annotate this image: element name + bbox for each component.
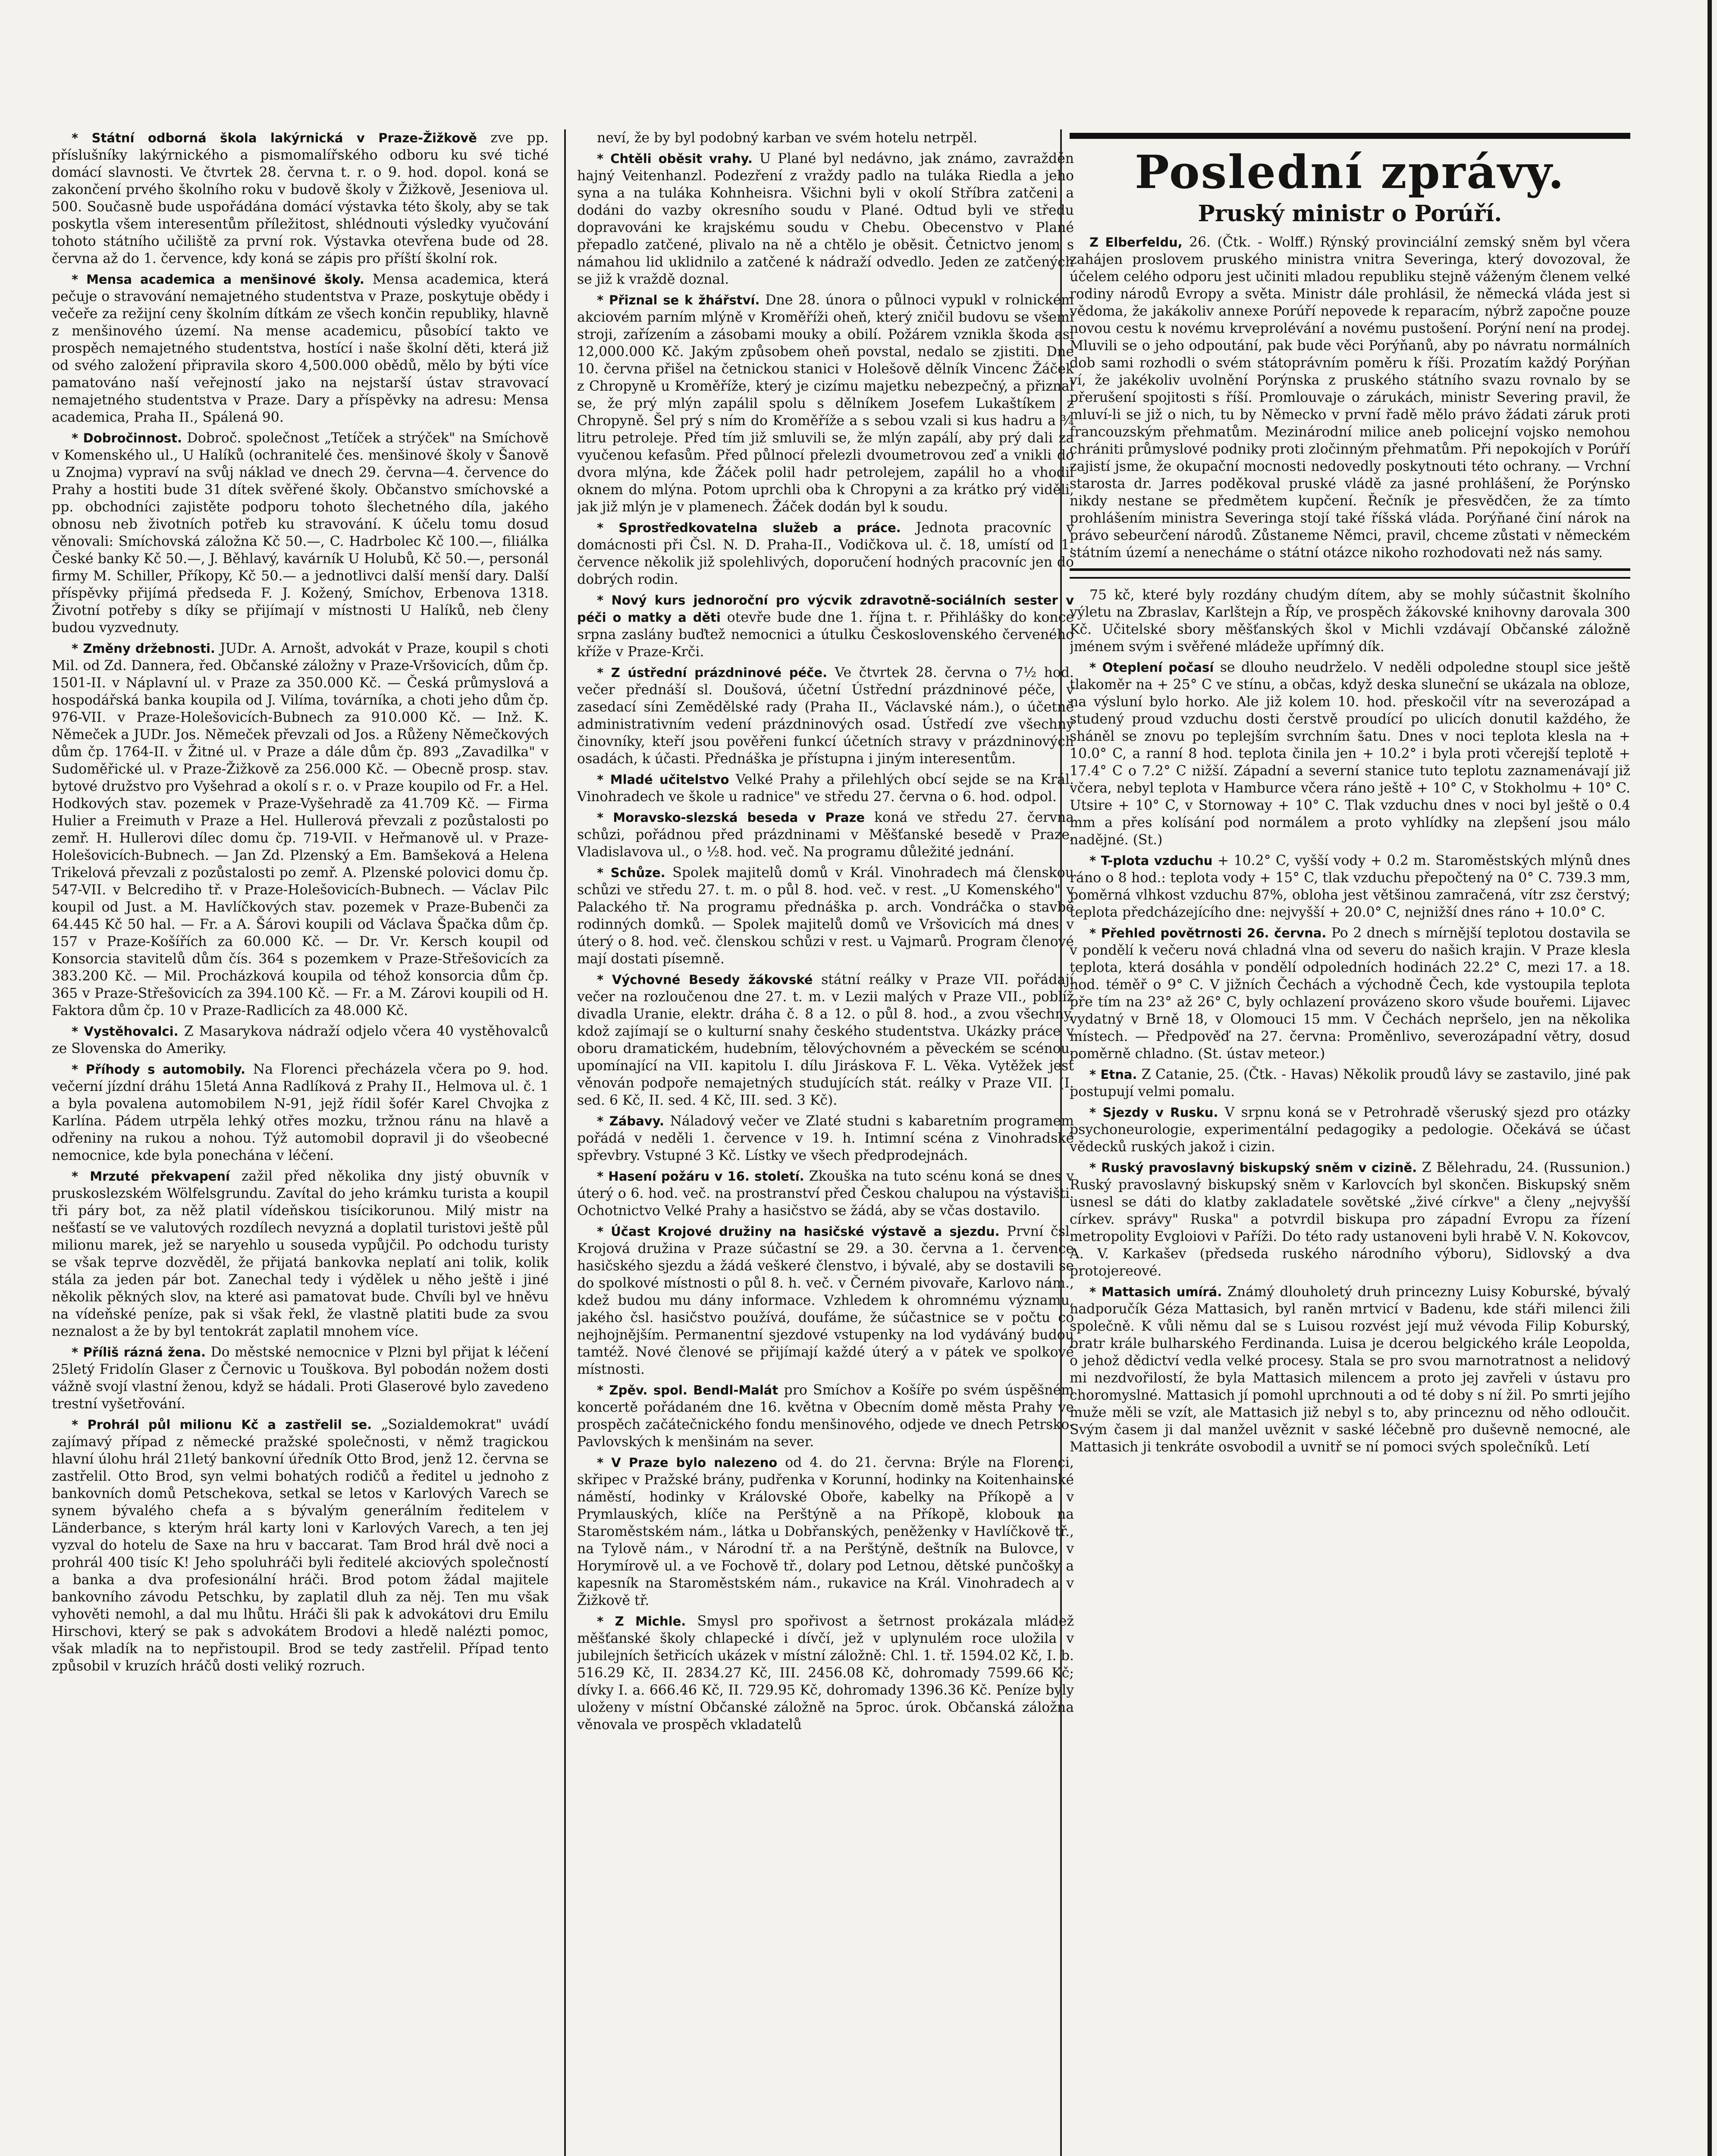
news-item bbox=[52, 271, 549, 426]
news-item-heading: * Schůze. bbox=[597, 865, 665, 880]
news-item-heading: * Etna. bbox=[1089, 1067, 1137, 1082]
news-item-text: pro Smíchov a Košíře po svém úspěšném koncertě pořádaném dne 16. května v Obecním domě města Prahy ve prospěch začátečnického fondu menšinového, odjede ve dnech Petrsko-Pavlovských k menšinám na sever. bbox=[577, 1382, 1074, 1450]
news-item-text: Jednota pracovníc v domácnosti při Čsl. N. D. Praha-II., Vodičkova ul. č. 18, umístí od 1. července několik již spolehlivých, doporučení hodných pracovníc jen do dobrých rodin. bbox=[577, 520, 1074, 587]
news-item-heading: * T-plota vzduchu bbox=[1089, 853, 1213, 868]
news-item bbox=[52, 1416, 549, 1675]
news-item-text: Známý dlouholetý druh princezny Luisy Koburské, bývalý nadporučík Géza Mattasich, byl raněn mrtvicí v Badenu, kde stáři milenci žili společně. K vůli němu dal se s Luisou rozvést její muž vévoda Filip Koburský, bratr krále bulharského Ferdinanda. Luisa je dcerou belgického krále Leopolda, o jehož dědictví vedla velké procesy. Stala se pro svou marnotratnost a nelidový mi nezdvořilostí, že byla Mattasich milencem a proto jej zavřeli v ústavu pro choromyslné. Mattasich jí pomohl uprchnouti a od té doby s ní žil. Po smrti jejího muže měli se vzít, ale Mattasich již nebyl s to, aby princeznu od něho odloučit. Svým časem ji dal manžel uvěznit v saské léčebně pro duševně nemocné, ale Mattasich ji tenkráte osvobodil a uvnitř se ní pomoci svých společníků. Letí bbox=[1070, 1284, 1630, 1455]
news-item bbox=[577, 1454, 1074, 1609]
news-item-heading: * Prohrál půl milionu Kč a zastřelil se. bbox=[72, 1417, 372, 1432]
news-item-heading: * Přehled povětrnosti 26. června. bbox=[1089, 926, 1327, 940]
news-item-text: 75 kč, které byly rozdány chudým dítem, aby se mohly súčastnit školního výletu na Zbraslav, Karlštejn a Říp, ve prospěch žákovské knihovny darovala 300 Kč. Učitelské sbory měšťanských škol v Michli vzdávají Občanské záložně jménem svým i svěřené mládeže upřímný dík. bbox=[1070, 587, 1630, 655]
news-item-heading: * Dobročinnost. bbox=[72, 431, 182, 445]
news-item bbox=[577, 664, 1074, 768]
news-item-heading: * Státní odborná škola lakýrnická v Praze-Žižkově bbox=[72, 131, 477, 145]
news-item bbox=[1070, 234, 1630, 561]
news-item-heading: * Mattasich umírá. bbox=[1089, 1285, 1222, 1299]
news-item-heading: * Oteplení počasí bbox=[1089, 660, 1214, 675]
news-item bbox=[1070, 1066, 1630, 1100]
news-item bbox=[577, 1382, 1074, 1451]
news-item bbox=[1070, 852, 1630, 921]
news-item-heading: * Účast Krojové družiny na hasičské výstavě a sjezdu. bbox=[597, 1224, 1000, 1239]
news-item-text: se dlouho neudrželo. V neděli odpoledne stoupl sice ještě tlakoměr na + 25° C ve stínu, a občas, když deska sluneční se ukázala na obloze, na výsluní bylo horko. Ale již kolem 10. hod. přeskočil vítr na severozápad a studený proud vzduchu dosti čerstvě proudící po ulicích donutil každého, že sháněl se znovu po teplejším svrchním šatu. Dnes v noci teplota klesla na + 10.0° C, a ranní 8 hod. teplota činila jen + 10.2° i byla proti včerejší teplotě + 17.4° C o 7.2° C nižší. Západní a severní stanice tuto teplotu zaznamenávají již včera, nebyl teplota v Hamburce včera ráno ještě + 10° C, v Stokholmu + 10° C. Utsire + 10° C, v Stornoway + 10° C. Tlak vzduchu dnes v noci byl ještě o 0.4 mm a přes kolísání pod normálem a proto vyhlídky na zlepšení jsou málo nadějné. (St.) bbox=[1070, 660, 1630, 848]
news-item-text: U Plané byl nedávno, jak známo, zavražděn hajný Veitenhanzl. Podezření z vraždy padlo na tuláka Riedla a jeho syna a na tuláka Kohnheisra. Všichni byli v okolí Stříbra zatčeni a dodáni do vazby okresního soudu v Plané. Odtud byli ve středu dopravováni ke krajskému soudu v Chebu. Obecenstvo v Plané přepadlo zatčené, plivalo na ně a chtělo je oběsit. Četnictvo jenom s námahou lid uklidnilo a zatčené k nádraží odvedlo. Jeden ze zatčených se již k vraždě doznal. bbox=[577, 151, 1074, 287]
news-item-text: Do městské nemocnice v Plzni byl přijat k léčení 25letý Fridolín Glaser z Černovic u Touškova. Byl pobodán nožem dosti vážně svojí vlastní ženou, když se hádali. Proti Glaserové bylo zavedeno trestní vyšetřování. bbox=[52, 1344, 549, 1412]
section-rule bbox=[1070, 133, 1630, 139]
column-rule bbox=[564, 129, 566, 2156]
section-rule bbox=[1070, 568, 1630, 579]
news-item-heading: * Přiznal se k žhářství. bbox=[597, 293, 760, 307]
news-item bbox=[52, 129, 549, 267]
news-item bbox=[577, 771, 1074, 805]
news-item-text: od 4. do 21. června: Brýle na Florenci, skřipec v Pražské brány, pudřenka v Korunní, hodinky na Koitenhainské náměstí, hodinky v Královské Oboře, kabelky na Příkopě a v Prymlauských, klíče na Perštýně a na Příkopě, klobouk na Staroměstském nám., látka u Dobřanských, peněženky v Havlíčkově tř., na Tylově nám., v Národní tř. a na Perštýně, deštník na Bulovce, v Horymírově ul. a ve Fochově tř., dolary pod Letnou, dětské punčošky a kapesník na Staroměstském nám., rukavice na Král. Vinohradech a v Žižkově tř. bbox=[577, 1455, 1074, 1608]
news-item-text: Zkouška na tuto scénu koná se dnes v úterý o 6. hod. več. na prostranství před Českou chalupou na výstavišti. Ochotnictvo Velké Prahy a hasičstvo se žádá, aby se včas dostavilo. bbox=[577, 1169, 1074, 1219]
news-item-heading: * Sprostředkovatelna služeb a práce. bbox=[597, 520, 901, 535]
news-item bbox=[1070, 924, 1630, 1062]
news-item bbox=[577, 1112, 1074, 1164]
news-item-heading: * Sjezdy v Rusku. bbox=[1089, 1105, 1218, 1120]
news-item-text: Po 2 dnech s mírnější teplotou dostavila se v pondělí k večeru nová chladná vlna od severu do našich krajin. V Praze klesla teplota, která dosáhla v pondělí odpoledních hodinách 22.2° C, mezi 17. a 18. hod. téměř o 9° C. V jižních Čechách a východně Čech, kde vystoupila teplota pře tím na 23° až 26° C, byly ochlazení provázeno skoro všude bouřemi. Lijavec vydatný v Brně 18, v Olomouci 15 mm. V Čechách nepršelo, jen na několika místech. — Předpověď na 27. června: Proměnlivo, severozápadní větry, dosud poměrně chladno. (St. ústav meteor.) bbox=[1070, 925, 1630, 1062]
news-item-text: V srpnu koná se v Petrohradě všeruský sjezd pro otázky psychoneurologie, experimentální pedagogiky a pedologie. Očekává se účast vědecků ruských jakož i cizin. bbox=[1070, 1105, 1630, 1155]
news-item-text: Z Catanie, 25. (Čtk. - Havas) Několik proudů lávy se zastavilo, jiné pak postupují velmi pomalu. bbox=[1070, 1067, 1630, 1100]
news-item bbox=[1070, 1104, 1630, 1156]
news-item-heading: * Mrzuté překvapení bbox=[72, 1169, 230, 1184]
news-item-text: otevře bude dne 1. října t. r. Přihlášky do konce srpna zaslány buďtež nemocnici a útulku Československého červeného kříže v Praze-Krči. bbox=[577, 610, 1074, 660]
news-item bbox=[52, 1023, 549, 1057]
news-item-heading: * Příliš rázná žena. bbox=[72, 1345, 206, 1360]
news-item-heading: * Moravsko-slezská beseda v Praze bbox=[597, 810, 865, 825]
news-item-heading: * Nový kurs jednoroční pro výcvik zdravotně-sociálních sester v péči o matky a děti bbox=[577, 593, 1074, 625]
news-item-heading: * Mensa academica a menšinové školy. bbox=[72, 272, 364, 287]
page-edge-border bbox=[1708, 0, 1712, 2156]
news-item-text: Z Masarykova nádraží odjelo včera 40 vystěhovalců ze Slovenska do Ameriky. bbox=[52, 1024, 549, 1056]
news-item bbox=[577, 809, 1074, 861]
news-item-heading: * Výchovné Besedy žákovské bbox=[597, 972, 813, 987]
news-item-text: „Sozialdemokrat" uvádí zajímavý případ z německé pražské společnosti, v němž tragickou hlavní úlohu hrál 21letý bankovní úředník Otto Brod, jenž 12. června se zastřelil. Otto Brod, syn velmi bohatých rodičů a ředitel u jednoho z bankovních domů Petschekova, setkal se letos v Karlových Varech se synem bývalého chefa a s bývalým generálním ředitelem v Länderbance, s kterým hrál karty loni v Karlových Varech, a ten jej vyzval do hotelu de Saxe na hru v baccarat. Tam Brod hrál dvě noci a prohrál 400 tisíc K! Jeho spoluhráči byli ředitelé akciových společností a banka a dva profesionální hráči. Brod potom žádal majitele bankovního závodu Petschku, by zaplatil dluh za něj. Ten mu však vyhověti nemohl, a dal mu lhůtu. Hráči šli pak k advokátovi dru Emilu Hirschovi, který se pak s advokátem Brodovi a hledě nalézti pomoc, však mladík na to nepřistoupil. Brod se tedy zastřelil. Případ tento způsobil v kruzích hráčů dosti veliký rozruch. bbox=[52, 1417, 549, 1674]
news-item-heading: * Zábavy. bbox=[597, 1114, 664, 1128]
news-item bbox=[52, 429, 549, 636]
article-headline: Pruský ministr o Porúří. bbox=[1198, 201, 1502, 227]
newspaper-page bbox=[52, 129, 1682, 2156]
news-item-heading: * Příhody s automobily. bbox=[72, 1062, 246, 1077]
news-item bbox=[577, 971, 1074, 1109]
news-item-text: Ve čtvrtek 28. června o 7½ hod. večer přednáší sl. Doušová, účetní Ústřední prázdninové péče, v zasedací síni Zemědělské rady (Praha II., Václavské nám.), o účetně administrativním vedení prázdninových osad. Ústředí zve všechny činovníky, kteří jsou pověřeni funkcí účetních stravy v prázdninových osadách, k účasti. Přednáška je přístupna i jiným interesentům. bbox=[577, 665, 1074, 767]
news-item-text: Smysl pro spořivost a šetrnost prokázala mládež měšťanské školy chlapecké i dívčí, jež v uplynulém roce uložila v jubilejních šetřicích ukázek v místní záložně: Chl. 1. tř. 1594.02 Kč, I. b. 516.29 Kč, II. 2834.27 Kč, III. 2456.08 Kč, dohromady 7599.66 Kč; dívky I. a. 666.46 Kč, II. 729.95 Kč, dohromady 1396.36 Kč. Peníze byly uloženy v místní Občanské záložně na 5proc. úrok. Občanská záložna věnovala ve prospěch vkladatelů bbox=[577, 1614, 1074, 1733]
news-item bbox=[577, 519, 1074, 588]
news-item-text: Dne 28. února o půlnoci vypukl v rolnickém akciovém parním mlýně v Kroměříži oheň, který zničil budovu se všemi stroji, zařízením a zásobami mouky a obilí. Požárem vznikla škoda asi 12,000.000 Kč. Jakým způsobem oheň povstal, nedalo se zjistiti. Dne 10. června přišel na četnickou stanici v Holešově dělník Vincenc Žáček z Chropyně u Kroměříže, který je cizímu majetku nebezpečný, a přiznal se, že prý mlýn zapálil spolu s dělníkem Josefem Lukaštíkem z Chropyně. Šel prý s ním do Kroměříže a s sebou vzali si kus hadru a ¾ litru petroleje. Před tím již smluvili se, že mlýn zapálí, aby prý dali za vyučenou kefasům. Před půlnocí přelezli dvoumetrovou zeď a vnikli do dvora mlýna, kde Žáček polil hadr petrolejem, zapálil ho a vhodil oknem do mlýna. Potom uprchli oba k Chropyni a za krátko prý viděli, jak již mlýn je v plamenech. Žáček dodán byl k soudu. bbox=[577, 292, 1074, 515]
news-item-heading: * V Praze bylo nalezeno bbox=[597, 1455, 778, 1470]
news-item bbox=[577, 1168, 1074, 1219]
news-item bbox=[52, 640, 549, 1019]
news-item bbox=[577, 150, 1074, 288]
news-item-heading: * Mladé učitelstvo bbox=[597, 772, 729, 787]
news-item bbox=[52, 1344, 549, 1413]
news-item-heading: * Chtěli oběsit vrahy. bbox=[597, 151, 753, 166]
news-item-heading: * Vystěhovalci. bbox=[72, 1024, 179, 1039]
news-item bbox=[1070, 1283, 1630, 1456]
news-item-heading: * Z ústřední prázdninové péče. bbox=[597, 665, 828, 680]
news-item-text: + 10.2° C, vyšší vody + 0.2 m. Staroměstských mlýnů dnes ráno o 8 hod.: teplota vody + 15° C, tlak vzduchu přepočtený na 0° C. 739.3 mm, poměrná vlhkost vzduchu 87%, obloha jest většinou zamračená, vítr zsz čerstvý; teplota předcházejícího dne: nejvyšší + 20.0° C, nejnižší dnes ráno + 10.0° C. bbox=[1070, 853, 1630, 920]
news-item-text: zažil před několika dny jistý obuvník v pruskoslezském Wölfelsgrundu. Zavítal do jeho krámku turista a koupil tři páry bot, za něž platil vídeňskou tisícikorunou. Milý mistr na nešťastí se ve valutových rozdílech nevyzná a doplatil turistovi ještě půl milionu marek, jež se naryehlo u souseda vypůjčil. Po odchodu turisty se však teprve dozvěděl, že přijatá bankovka neplatí ani tolik, kolik stála za jeden pár bot. Zanechal tedy i výdělek u něho ještě i jiné několik pěkných slov, na které asi pamatovat bude. Chvíli byl ve hněvu na vídeňské peníze, pak si však řekl, že vlastně platiti bude za svou neznalost a že by byl tentokrát zaplatil mnohem více. bbox=[52, 1169, 549, 1339]
news-item bbox=[577, 1613, 1074, 1733]
news-item-text: Náladový večer ve Zlaté studni s kabaretním programem pořádá v neděli 1. července v 19. h. Intimní scéna z Vinohradské spřevbry. Vstupné 3 Kč. Lístky ve všech předprodejnách. bbox=[577, 1113, 1074, 1163]
lead-article bbox=[1070, 234, 1630, 561]
news-item-text: zve pp. příslušníky lakýrnického a pismomalířského odboru ku své tiché domácí slavnosti. Ve čtvrtek 28. června t. r. o 9. hod. dopol. koná se zakončení prvého školního roku v budově školy v Žižkově, Jeseniova ul. 500. Současně bude uspořádána domácí výstavka této školy, aby se tak poskytla všem interesentům příležitost, shlédnouti výsledky vyučování tohoto státního učiliště za první rok. Výstavka otevřena bude od 28. června až do 1. července, kdy koná se zápis pro příští školní rok. bbox=[52, 130, 549, 266]
news-item-text: Velké Prahy a přilehlých obcí sejde se na Král. Vinohradech ve škole u radnice" ve středu 27. června o 6. hod. odpol. bbox=[577, 772, 1074, 805]
column-3 bbox=[1070, 129, 1630, 1459]
news-item-text: JUDr. A. Arnošt, advokát v Praze, koupil s choti Mil. od Zd. Dannera, řed. Občanské záložny v Praze-Vršovicích, dům čp. 1501-II. v Náplavní ul. v Praze za 350.000 Kč. — Česká průmyslová a hospodářská banka koupila od J. Vilíma, továrníka, a choti jeho dům čp. 976-VII. v Praze-Holešovicích-Bubnech za 910.000 Kč. — Inž. K. Němeček a JUDr. Jos. Němeček převzali od Jos. a Růženy Němečkových dům čp. 1764-II. v Žitné ul. v Praze a dále dům čp. 893 „Zavadilka" v Sudoměřické ul. v Praze-Žižkově za 256.000 Kč. — Obecně prosp. stav. bytové družstvo pro Vyšehrad a okolí s r. o. v Praze koupilo od Fr. a Hel. Hodkových stav. pozemek v Praze-Vyšehradě za 41.709 Kč. — Firma Hulier a Freimuth v Praze a Hel. Hullerová převzali z pozůstalosti po zemř. H. Hullerovi dílec domu čp. 719-VII. v Heřmanově ul. v Praze-Holešovicích-Bubnech. — Jan Zd. Plzenský a Em. Bamšeková a Helena Trikelová převzali z pozůstalosti po zemř. A. Plzenské polovici domu čp. 547-VII. v Belcrediho tř. v Praze-Holešovicích-Bubnech. — Václav Pilc koupil od Just. a M. Havlíčkových stav. pozemek v Praze-Bubenči za 64.445 Kč 50 hal. — Fr. a A. Šárovi koupili od Václava Špačka dům čp. 157 v Praze-Košířích za 60.000 Kč. — Dr. Vr. Kersch koupil od Konsorcia stavitelů dům čís. 364 s pozemkem v Praze-Střešovicích za 383.200 Kč. — Mil. Procházková koupila od téhož konsorcia dům čp. 365 v Praze-Střešovicích za 394.100 Kč. — Fr. a M. Zárovi koupili od H. Faktora dům čp. 10 v Praze-Radlicích za 48.000 Kč. bbox=[52, 641, 549, 1018]
news-item-text: Mensa academica, která pečuje o stravování nemajetného studentstva v Praze, poskytuje obědy i večeře za režijní ceny školním dítkám ze všech končin republiky, hlavně z menšinového území. Na mense academicu, působící takto ve prospěch nemajetného studentstva, hostící i naše školní děti, která již od svého založení připravila skoro 4,500.000 obědů, mělo by býti více pamatováno naší veřejností jako na nejstarší ústav stravovací nemajetného studentstva v Praze. Dary a příspěvky na adresu: Mensa academica, Praha II., Spálená 90. bbox=[52, 272, 549, 425]
news-item-text: Na Florenci přecházela včera po 9. hod. večerní jízdní dráhu 15letá Anna Radlíková z Prahy II., Helmova ul. č. 1 a byla povalena automobilem N-91, jejž řídil šofér Karel Chvojka z Karlína. Pádem utrpěla lehký otřes mozku, tržnou ránu na hlavě a odřeniny na rukou a nohou. Týž automobil dopravil ji do všeobecné nemocnice, kde byla ponechána v léčení. bbox=[52, 1062, 549, 1163]
news-item bbox=[577, 291, 1074, 516]
news-item-heading: * Z Michle. bbox=[597, 1614, 686, 1629]
news-item-text: státní reálky v Praze VII. pořádají večer na rozloučenou dne 27. t. m. v Lezii malých v Praze VII., poblíž divadla Uranie, elektr. dráha č. 8 a 12. o půl 8. hod., a zvou všechny, kdož zajímají se o kulturní snahy českého studentstva. Ukázky práce v oboru dramatickém, hudebním, tělovýchovném a pěveckém se scénou, upomínající na VII. kapitolu I. dílu Jiráskova F. L. Věka. Vytěžek jest věnován podpoře nemajetných studujících stát. reálky v Praze VII. (I. sed. 6 Kč, II. sed. 4 Kč, III. sed. 3 Kč). bbox=[577, 972, 1074, 1108]
news-item bbox=[577, 1223, 1074, 1378]
news-item bbox=[1070, 1159, 1630, 1280]
news-item-text: neví, že by byl podobný karban ve svém hotelu netrpěl. bbox=[597, 130, 978, 146]
news-item bbox=[52, 1061, 549, 1164]
news-item-heading: * Ruský pravoslavný biskupský sněm v cizině. bbox=[1089, 1160, 1417, 1175]
column-1 bbox=[52, 129, 549, 1678]
news-item-text: Z Bělehradu, 24. (Russunion.) Ruský pravoslavný biskupský sněm v Karlovcích byl skončen. Biskupský sněm usnesl se dáti do klatby zakladatele sovětské „živé církve" a členy „nejvyšší církev. správy" Ruska" a potvrdil biskupa pro západní Evropu za řízení metropolity Evgloiovi v Paříži. Do této rady ustanoveni byli hrabě V. N. Kokovcov, A. V. Karkašev (předseda ruského národního výboru), Sidlovský a dva protojereové. bbox=[1070, 1160, 1630, 1279]
news-item-text: První čsl. Krojová družina v Praze súčastní se 29. a 30. června a 1. července hasičského sjezdu a žádá veškeré členstvo, i bývalé, aby se dostavili se do spolkové místnosti o půl 8. h. več. v Černém pivovaře, Karlovo nám., kdež budou mu dány informace. Vzhledem k ohromnému významu, jakého čsl. hasičstvo používá, doufáme, že súčastnice se v počtu co nejhojnějším. Permanentní sjezdové vstupenky na lod vydáváný budou tamtéž. Nové členové se přijímají každé úterý a v pátek ve spolkové místnosti. bbox=[577, 1224, 1074, 1377]
news-item bbox=[577, 864, 1074, 968]
news-item-text: Dobroč. společnost „Tetíček a strýček" na Smíchově v Komenského ul., U Halíků (ochranitelé čes. menšinové školy v Šanově u Znojma) vypraví na svůj náklad ve dnech 29. června—4. července do Prahy a hostiti bude 31 dítek svěřené školy. Občanstvo smíchovské a pp. obchodníci zajistěte podporu tohoto šlechetného díla, jakého obnosu neb životních potřeb ku stravování. K účelu tomu dosud věnovali: Smíchovská záložna Kč 50.—, C. Hadrbolec Kč 100.—, filiálka České banky Kč 50.—, J. Běhlavý, kavárník U Holubů, Kč 50.—, personál firmy M. Schiller, Příkopy, Kč 50.— a jednotlivci další menší dary. Další příspěvky přijímá předseda F. J. Kožený, Smíchov, Erbenova 1318. Životní potřeby s díky se přijímají v místnosti U Halíků, neb členy budou vyzvednuty. bbox=[52, 430, 549, 636]
news-item-heading: * Změny držebnosti. bbox=[72, 641, 215, 656]
section-headline: Poslední zprávy. bbox=[1134, 145, 1566, 199]
news-item-heading: * Zpěv. spol. Bendl-Malát bbox=[597, 1383, 778, 1398]
news-item-heading: Z Elberfeldu, bbox=[1089, 235, 1183, 250]
news-item bbox=[1070, 586, 1630, 655]
news-item-text: Spolek majitelů domů v Král. Vinohradech má členskou schůzi ve středu 27. t. m. o půl 8. hod. več. v rest. „U Komenského" v Palackého tř. Na programu přednáška p. arch. Vondráčka o stavbě rodinných domků. — Spolek majitelů domů ve Vršovicích má dnes v úterý o 8. hod. več. členskou schůzi v rest. u Vajmarů. Program členové mají dostati písemně. bbox=[577, 865, 1074, 967]
news-item-heading: * Hasení požáru v 16. století. bbox=[597, 1169, 804, 1184]
news-item-text: 26. (Čtk. - Wolff.) Rýnský provinciální zemský sněm byl včera zahájen proslovem pruského ministra vnitra Severinga, který dovozoval, že účelem celého odporu jest učiniti mladou republiku stejně váženým členem velké rodiny národů Evropy a světa. Ministr dále prohlásil, že německá vláda jest si vědoma, že jakákoliv annexe Porúří nepovede k reparacím, nýbrž započne pouze novou cestu k novému krveprolévání a novému pustošení. Porýní není na prodej. Mluvili se o jeho odpoutání, pak bude věci Porýňanů, aby po návratu normálních dob sami rozhodli o svém státoprávním poměru k říši. Prozatím každý Porýňan ví, že jakékoliv uvolnění Porýnska z pruského státního svazu rovnalo by se přerušení spojitosti s říší. Promlouvaje o zárukách, ministr Severing pravil, že mluví-li se již o nich, tu by Německo v první řadě mělo právo žádati záruk proti francouzským přehmatům. Mezinárodní milice aneb policejní vojsko nemohou chrániti průmyslové podniky proti zločinným přehmatům. Při nepokojích v Porúří zajistí jsme, že okupační mocnosti nedovedly poskytnouti této ochrany. — Vrchní starosta dr. Jarres poděkoval pruské vládě za jasné prohlášení, že Porýnsko nikdy nestane se předmětem kupčení. Řečník je přesvědčen, že za tímto prohlášením ministra Severinga stojí také říšská vláda. Porýňané činí nárok na právo sebeurčení národů. Zůstaneme Němci, pravil, chceme zůstati v německém státním území a nenecháme o státní otázce nikoho rozhodovati než nás samy. bbox=[1070, 235, 1630, 561]
column-2 bbox=[577, 129, 1074, 1737]
news-item-text: koná ve středu 27. června schůzi, pořádnou před prázdninami v Měšťanské besedě v Praze, Vladislavova ul., o ½8. hod. več. Na programu důležité jednání. bbox=[577, 810, 1074, 860]
news-item bbox=[1070, 659, 1630, 849]
news-item bbox=[577, 592, 1074, 661]
news-item bbox=[52, 1168, 549, 1340]
news-briefs bbox=[1070, 586, 1630, 1456]
news-item bbox=[577, 129, 1074, 147]
